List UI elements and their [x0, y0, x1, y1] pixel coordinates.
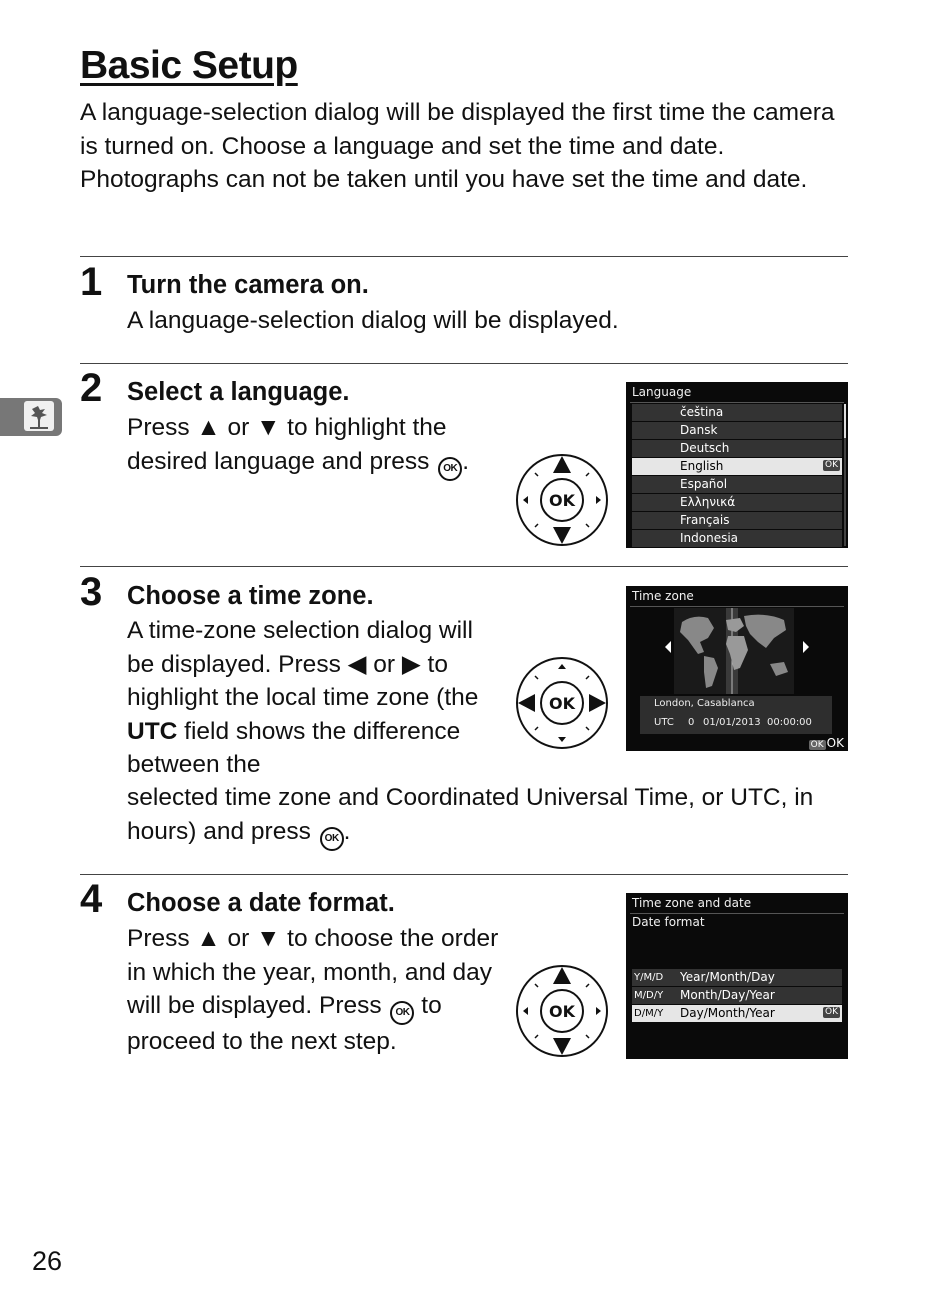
language-item[interactable]: Ελληνικά [632, 494, 842, 511]
step-number: 4 [80, 877, 103, 921]
language-item[interactable]: Español [632, 476, 842, 493]
page-number: 26 [32, 1246, 63, 1276]
step-text: A time-zone selection dialog will be displayed. Press ◀ or ▶ to highlight the local time zone (the UTC field shows the difference between the [127, 617, 479, 778]
ok-confirm[interactable]: OK OK [810, 736, 844, 750]
language-screen [626, 382, 848, 548]
language-item[interactable]: Français [632, 512, 842, 529]
step-text: Press ▲ or ▼ to choose the order in which the year, month, and day will be displayed. Press OK to proceed to the next step. [127, 925, 499, 1055]
divider [80, 363, 848, 364]
step-heading: Turn the camera on. [127, 271, 369, 299]
setup-menu-icon [24, 401, 54, 431]
page-title: Basic Setup [80, 44, 298, 87]
intro-paragraph: A language-selection dialog will be displayed the first time the camera is turned on. Choose a language and set the time and date. Photographs can not be taken until you have set the time and date. [80, 99, 835, 193]
world-map-icon [674, 608, 794, 694]
ok-button-icon: OK [438, 457, 462, 481]
utc-label: UTC [127, 717, 178, 745]
multi-selector-icon [515, 453, 609, 547]
timezone-screen [626, 586, 848, 751]
arrow-right-icon[interactable] [803, 641, 809, 653]
step-text: A language-selection dialog will be displayed. [127, 307, 619, 334]
step-text: Press ▲ or ▼ to highlight the desired language and press OK . [127, 411, 487, 481]
scrollbar-thumb[interactable] [844, 404, 846, 438]
multi-selector-icon [515, 964, 609, 1058]
ok-badge: OK [825, 1007, 838, 1017]
divider [80, 874, 848, 875]
date-format-option[interactable]: Y/M/D Year/Month/Day [632, 969, 842, 986]
language-item-selected[interactable]: English OK [632, 458, 842, 475]
step-heading: Select a language. [127, 378, 350, 406]
timezone-info [640, 696, 832, 734]
language-item[interactable]: Deutsch [632, 440, 842, 457]
ok-badge: OK [825, 460, 838, 470]
ok-button-icon: OK [320, 827, 344, 851]
screen-title: Time zone and date [632, 896, 752, 910]
divider [80, 566, 848, 567]
step-heading: Choose a time zone. [127, 582, 374, 610]
language-item[interactable]: Dansk [632, 422, 842, 439]
screen-title: Time zone [632, 589, 694, 603]
date-format-option-selected[interactable]: D/M/Y Day/Month/Year OK [632, 1005, 842, 1022]
date-format-option[interactable]: M/D/Y Month/Day/Year [632, 987, 842, 1004]
language-item[interactable]: čeština [632, 404, 842, 421]
timezone-name: London, Casablanca [654, 698, 755, 709]
step-heading: Choose a date format. [127, 889, 395, 917]
date-format-screen [626, 893, 848, 1059]
svg-text:OK: OK [549, 491, 575, 510]
chapter-tab [0, 398, 62, 436]
step-number: 2 [80, 366, 103, 410]
divider [80, 256, 848, 257]
language-item[interactable]: Indonesia [632, 530, 842, 547]
arrow-left-icon[interactable] [665, 641, 671, 653]
screen-subtitle: Date format [632, 915, 705, 929]
step-text-continued: selected time zone and Coordinated Universal Time, or UTC, in hours) and press OK . [127, 781, 847, 851]
multi-selector-icon [515, 656, 609, 750]
utc-label: UTC [654, 717, 674, 728]
date-time: 01/01/2013 00:00:00 [703, 717, 812, 728]
step-number: 3 [80, 570, 103, 614]
svg-text:OK: OK [549, 694, 575, 713]
ok-button-icon: OK [390, 1001, 414, 1025]
screen-title: Language [632, 385, 692, 399]
svg-text:OK: OK [549, 1002, 575, 1021]
step-number: 1 [80, 260, 103, 304]
utc-offset: 0 [688, 717, 695, 728]
